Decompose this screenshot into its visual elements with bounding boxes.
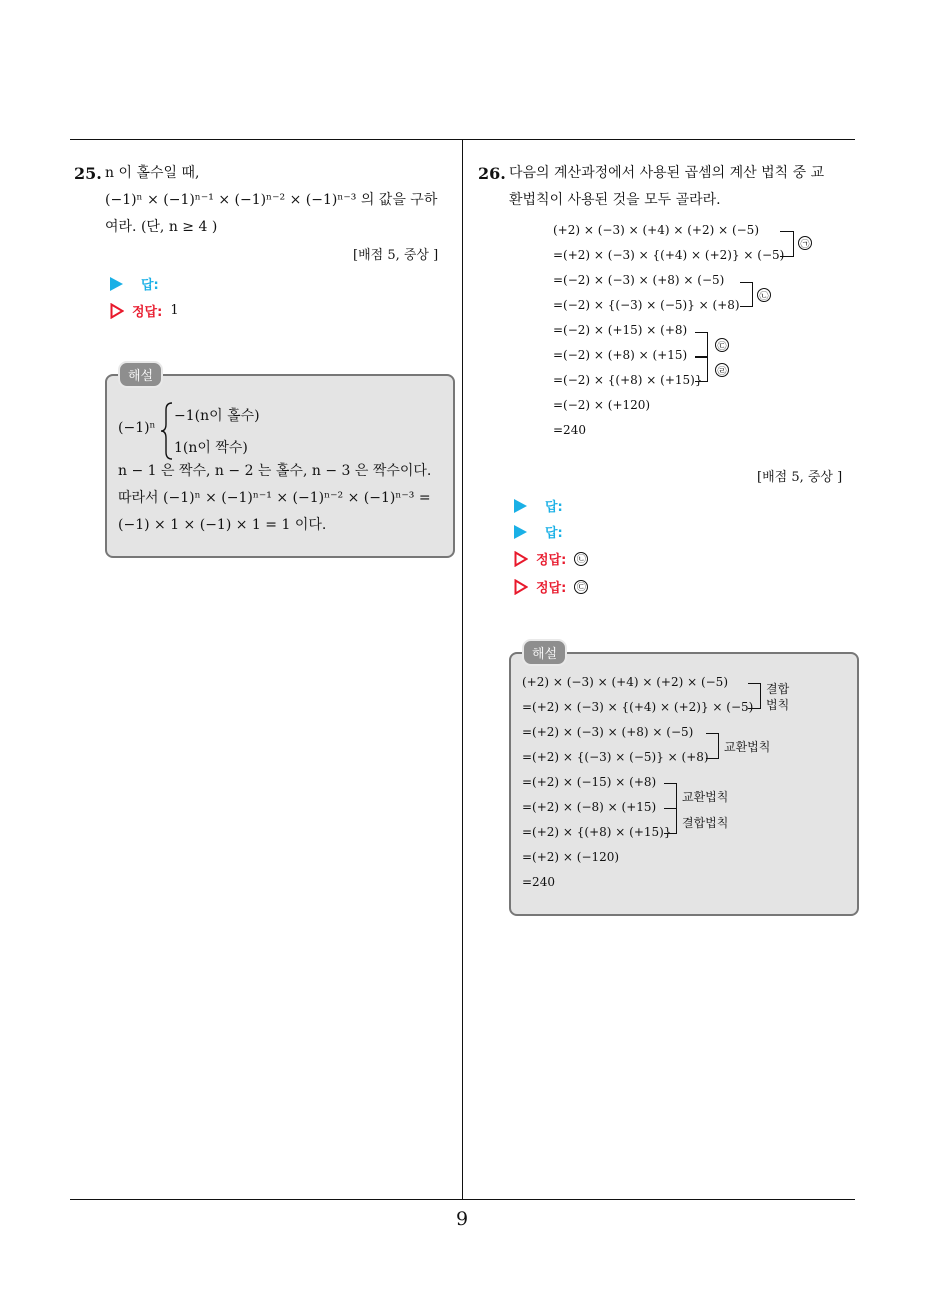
bottom-rule [70, 1199, 855, 1200]
bracket-2 [740, 282, 753, 307]
step-1: (+2) × (−3) × (+4) × (+2) × (−5) [553, 223, 759, 237]
q25-correct-value: 1 [170, 303, 179, 318]
explain-step-5: =(+2) × (−15) × (+8) [522, 775, 657, 789]
q25-line2: (−1)ⁿ × (−1)ⁿ⁻¹ × (−1)ⁿ⁻² × (−1)ⁿ⁻³ 의 값을 구하 [105, 192, 438, 208]
q26-score: [배점 5, 중상 ] [757, 470, 843, 485]
q26-correct-row-2 [514, 577, 588, 596]
marker-2: ㉡ [757, 288, 771, 302]
explain-step-1: (+2) × (−3) × (+4) × (+2) × (−5) [522, 675, 728, 689]
q26-number: 26. [478, 164, 506, 183]
piecewise-bottom: 1(n이 짝수) [174, 440, 248, 456]
q25-explanation-tag: 해설 [118, 361, 163, 388]
explain-bracket-1 [748, 683, 761, 709]
explain-step-2: =(+2) × (−3) × {(+4) × (+2)} × (−5) [522, 700, 754, 714]
marker-1: ㉠ [798, 236, 812, 250]
page-number: 9 [456, 1208, 469, 1230]
q26-answer-row-2 [514, 522, 563, 541]
explain-step-9: =240 [522, 875, 555, 889]
q25-score: [배점 5, 중상 ] [353, 248, 439, 263]
step-5: =(−2) × (+15) × (+8) [553, 323, 688, 337]
q26-explanation-tag: 해설 [522, 639, 567, 666]
column-divider [462, 139, 463, 1200]
step-7: =(−2) × {(+8) × (+15)} [553, 373, 703, 387]
explain-bracket-3 [664, 783, 677, 809]
q26-correct-row-1 [514, 549, 588, 568]
explain-bracket-2 [706, 733, 719, 759]
q25-answer-row [110, 274, 159, 293]
q25-explain-line2: 따라서 (−1)ⁿ × (−1)ⁿ⁻¹ × (−1)ⁿ⁻² × (−1)ⁿ⁻³ = [118, 490, 431, 506]
explain-step-8: =(+2) × (−120) [522, 850, 620, 864]
q26-answer-row-1 [514, 496, 563, 515]
q25-explain-line3: (−1) × 1 × (−1) × 1 = 1 이다. [118, 517, 327, 533]
q25-answer-label: 답: [141, 278, 159, 293]
q25-line3: 여라. (단, n ≥ 4 ) [105, 219, 218, 235]
outline-triangle-icon [514, 551, 528, 567]
step-4: =(−2) × {(−3) × (−5)} × (+8) [553, 298, 740, 312]
step-9: =240 [553, 423, 586, 437]
step-8: =(−2) × (+120) [553, 398, 651, 412]
q26-line1: 다음의 계산과정에서 사용된 곱셈의 계산 법칙 중 교 [509, 165, 825, 181]
explain-bracket-4 [664, 808, 677, 834]
bracket-3 [695, 332, 708, 357]
filled-triangle-icon [110, 277, 123, 291]
q25-correct-row [110, 301, 179, 320]
law-4: 결합법칙 [682, 816, 729, 830]
law-1a: 결합 [766, 682, 790, 696]
left-brace-icon [160, 402, 174, 460]
outline-triangle-icon [110, 303, 124, 319]
q25-correct-label: 정답: [132, 305, 163, 320]
step-2: =(+2) × (−3) × {(+4) × (+2)} × (−5) [553, 248, 785, 262]
q26-answer-label-2: 답: [545, 526, 563, 541]
filled-triangle-icon [514, 525, 527, 539]
step-3: =(−2) × (−3) × (+8) × (−5) [553, 273, 725, 287]
q26-answer-label-1: 답: [545, 500, 563, 515]
q25-line1: n 이 홀수일 때, [105, 165, 200, 181]
q25-explain-line1: n − 1 은 짝수, n − 2 는 홀수, n − 3 은 짝수이다. [118, 463, 432, 479]
explain-step-4: =(+2) × {(−3) × (−5)} × (+8) [522, 750, 709, 764]
explain-step-3: =(+2) × (−3) × (+8) × (−5) [522, 725, 694, 739]
law-3: 교환법칙 [682, 790, 729, 804]
marker-3: ㉢ [715, 338, 729, 352]
bracket-4 [695, 357, 708, 382]
q26-correct-label-1: 정답: [536, 553, 567, 568]
explain-step-6: =(+2) × (−8) × (+15) [522, 800, 657, 814]
marker-4: ㉣ [715, 363, 729, 377]
q26-line2: 환법칙이 사용된 것을 모두 골라라. [509, 192, 721, 208]
q25-number: 25. [74, 164, 102, 183]
law-2: 교환법칙 [724, 740, 771, 754]
piecewise-lhs: (−1)ⁿ [118, 420, 156, 436]
explain-step-7: =(+2) × {(+8) × (+15)} [522, 825, 672, 839]
q26-correct-value-2: ㉢ [574, 580, 588, 594]
step-6: =(−2) × (+8) × (+15) [553, 348, 688, 362]
piecewise-top: −1(n이 홀수) [174, 408, 260, 424]
law-1b: 법칙 [766, 698, 790, 712]
bracket-1 [780, 231, 794, 257]
q26-correct-label-2: 정답: [536, 581, 567, 596]
outline-triangle-icon [514, 579, 528, 595]
filled-triangle-icon [514, 499, 527, 513]
q26-correct-value-1: ㉡ [574, 552, 588, 566]
